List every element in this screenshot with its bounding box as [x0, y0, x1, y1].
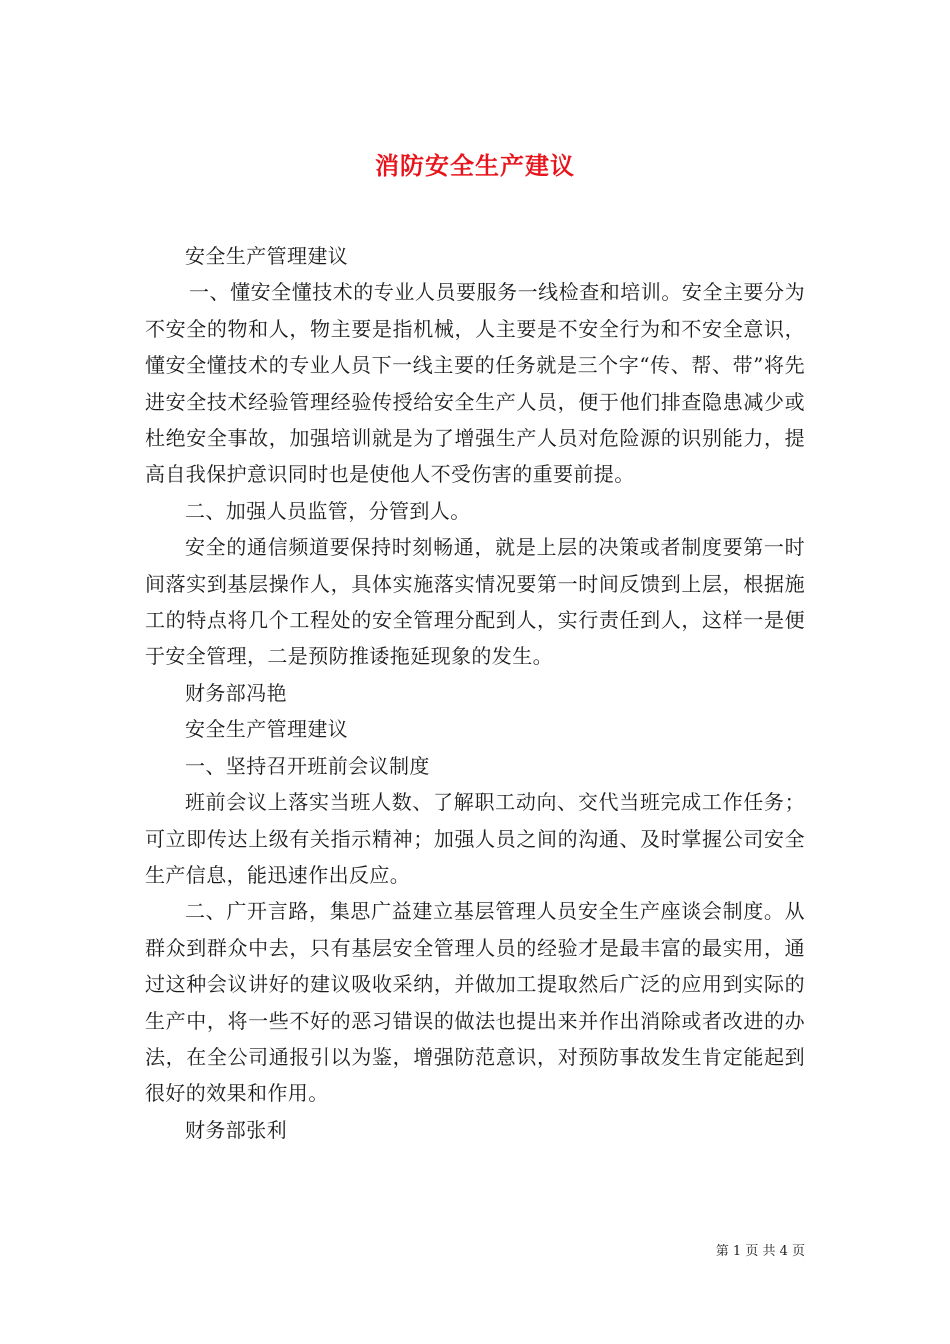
paragraph: 二、加强人员监管，分管到人。 [185, 498, 471, 523]
page-number: 第 1 页 共 4 页 [715, 1244, 805, 1259]
document-body [145, 238, 805, 1148]
paragraph: 安全的通信频道要保持时刻畅通，就是上层的决策或者制度要第一时间落实到基层操作人，具体实施落实情况要第一时间反馈到上层，根据施工的特点将几个工程处的安全管理分配到人，实行责任到人，这样一是便于安全管理，二是预防推诿拖延现象的发生。 [145, 535, 805, 669]
paragraph: 一、坚持召开班前会议制度 [185, 753, 430, 778]
paragraph: 二、广开言路，集思广益建立基层管理人员安全生产座谈会制度。从群众到群众中去，只有基层安全管理人员的经验才是最丰富的最实用，通过这种会议讲好的建议吸收采纳，并做加工提取然后广泛的应用到实际的生产中，将一些不好的恶习错误的做法也提出来并作出消除或者改进的办法，在全公司通报引以为鉴，增强防范意识，对预防事故发生肯定能起到很好的效果和作用。 [145, 899, 805, 1106]
paragraph: 班前会议上落实当班人数、了解职工动向、交代当班完成工作任务；可立即传达上级有关指示精神；加强人员之间的沟通、及时掌握公司安全生产信息，能迅速作出反应。 [145, 790, 805, 887]
paragraph-section-heading: 安全生产管理建议 [185, 717, 349, 742]
paragraph-section-heading: 安全生产管理建议 [185, 244, 349, 268]
paragraph-signature: 财务部冯艳 [185, 680, 287, 705]
paragraph: 一、懂安全懂技术的专业人员要服务一线检查和培训。安全主要分为不安全的物和人，物主要是指机械，人主要是不安全行为和不安全意识，懂安全懂技术的专业人员下一线主要的任务就是三个字“传、帮、带”将先进安全技术经验管理经验传授给安全生产人员，便于他们排查隐患减少或杜绝安全事故，加强培训就是为了增强生产人员对危险源的识别能力，提高自我保护意识同时也是使他人不受伤害的重要前提。 [145, 280, 805, 487]
paragraph-signature: 财务部张利 [185, 1117, 287, 1142]
document-title: 消防安全生产建议 [375, 151, 575, 181]
